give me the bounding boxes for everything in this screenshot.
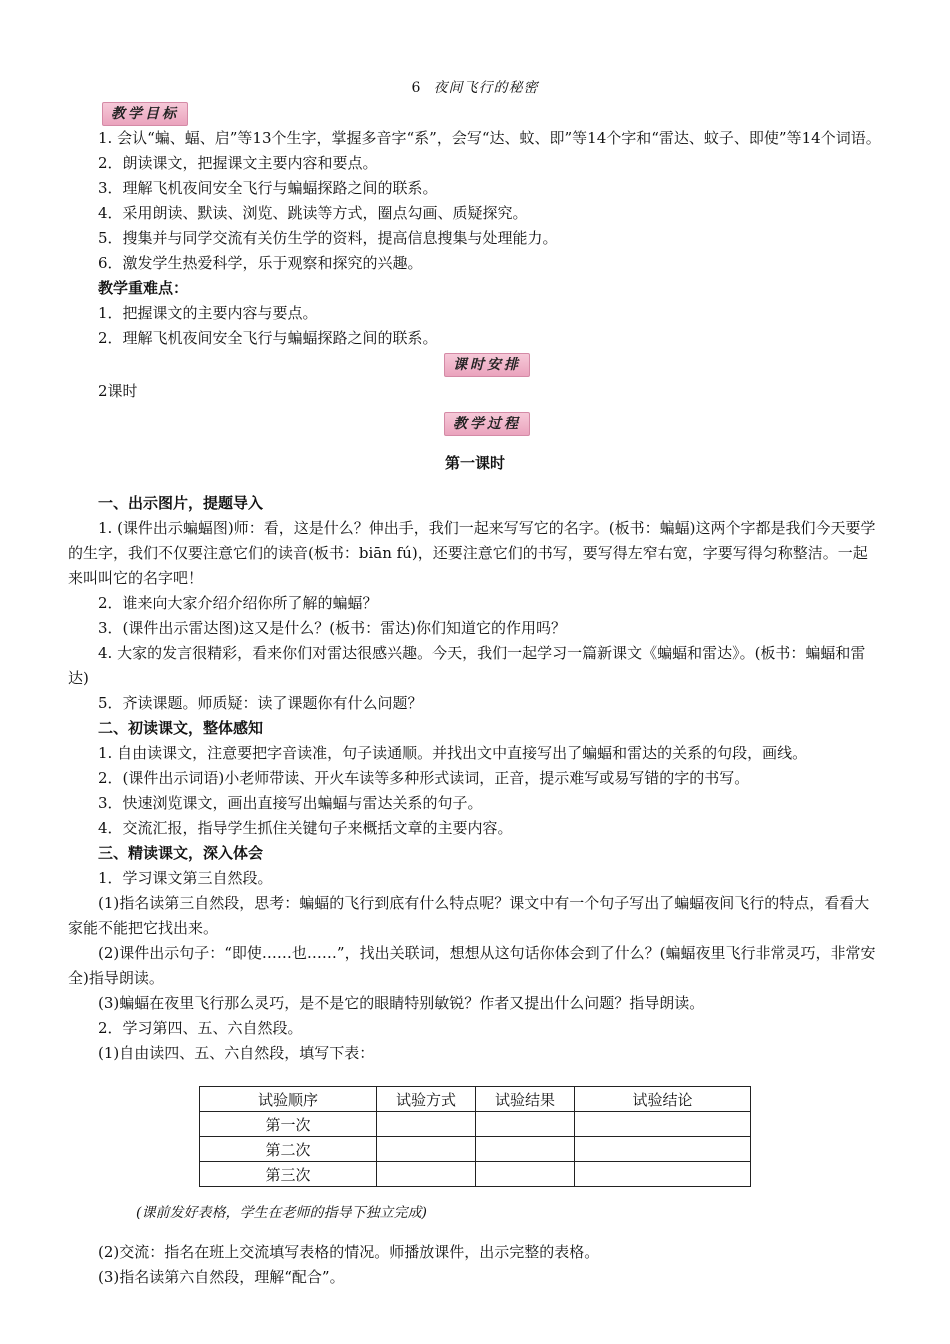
section-item: 1．学习课文第三自然段。 <box>98 869 273 887</box>
section-item: 2．谁来向大家介绍介绍你所了解的蝙蝠？ <box>98 594 378 612</box>
section-heading: 一、出示图片，提题导入 <box>98 494 264 512</box>
table-header: 试验顺序 <box>200 1087 377 1112</box>
experiment-table <box>199 1086 751 1187</box>
table-cell <box>377 1112 476 1137</box>
section-heading: 二、初读课文，整体感知 <box>98 719 264 737</box>
section-item: (1)指名读第三自然段，思考：蝙蝠的飞行到底有什么特点呢？课文中有一个句子写出了蝙蝠夜间飞行的特点，看看大家能不能把它找出来。 <box>68 894 870 937</box>
section-item: 3．(课件出示雷达图)这又是什么？(板书：雷达)你们知道它的作用吗？ <box>98 619 566 637</box>
section-heading: 三、精读课文，深入体会 <box>98 844 264 862</box>
lesson-number: 6 <box>411 80 422 96</box>
section-item: 1. (课件出示蝙蝠图)师：看，这是什么？伸出手，我们一起来写写它的名字。(板书：蝙蝠)这两个字都是我们今天要学的生字，我们不仅要注意它们的读音(板书：biān fú)，还要注意它们的书写，要写得左窄右宽，字要写得匀称整洁。一起来叫叫它的名字吧！ <box>68 519 876 587</box>
goals-badge-row <box>68 100 882 126</box>
key-point-item: 2．理解飞机夜间安全飞行与蝙蝠探路之间的联系。 <box>98 329 438 347</box>
table-row <box>200 1162 751 1187</box>
table-cell: 第二次 <box>200 1137 377 1162</box>
table-header: 试验结果 <box>476 1087 575 1112</box>
schedule-badge: 课时安排 <box>444 353 530 377</box>
table-cell: 第三次 <box>200 1162 377 1187</box>
section-item: 1. 自由读课文，注意要把字音读准，句子读通顺。并找出文中直接写出了蝙蝠和雷达的关系的句段，画线。 <box>98 744 808 762</box>
section-item: (3)蝙蝠在夜里飞行那么灵巧，是不是它的眼睛特别敏锐？作者又提出什么问题？指导朗读。 <box>98 994 705 1012</box>
process-badge: 教学过程 <box>444 412 530 436</box>
table-cell <box>476 1162 575 1187</box>
schedule-text: 2课时 <box>98 382 138 400</box>
section-item: (3)指名读第六自然段，理解“配合”。 <box>98 1268 345 1286</box>
goal-item: 1. 会认“蝙、蝠、启”等13个生字，掌握多音字“系”，会写“达、蚊、即”等14个字和“雷达、蚊子、即使”等14个词语。 <box>98 129 881 147</box>
key-points-heading: 教学重难点： <box>98 279 189 297</box>
section-item: 2．(课件出示词语)小老师带读、开火车读等多种形式读词，正音，提示难写或易写错的字的书写。 <box>98 769 750 787</box>
section-item: 4. 大家的发言很精彩，看来你们对雷达很感兴趣。今天，我们一起学习一篇新课文《蝙蝠和雷达》。(板书：蝙蝠和雷达) <box>68 644 866 687</box>
key-point-item: 1．把握课文的主要内容与要点。 <box>98 304 318 322</box>
lesson-title-text: 夜间飞行的秘密 <box>433 80 539 96</box>
section-item: (2)课件出示句子：“即使……也……”，找出关联词，想想从这句话你体会到了什么？(蝙蝠夜里飞行非常灵巧，非常安全)指导朗读。 <box>68 944 876 987</box>
schedule-badge-row <box>68 351 882 377</box>
lesson-title <box>68 76 882 100</box>
table-header-row <box>200 1087 751 1112</box>
goal-item: 6．激发学生热爱科学，乐于观察和探究的兴趣。 <box>98 254 423 272</box>
goal-item: 5．搜集并与同学交流有关仿生学的资料，提高信息搜集与处理能力。 <box>98 229 558 247</box>
table-row <box>200 1112 751 1137</box>
document-page <box>68 76 882 1290</box>
process-badge-row <box>68 410 882 436</box>
section-item: 3．快速浏览课文，画出直接写出蝙蝠与雷达关系的句子。 <box>98 794 483 812</box>
section-item: (1)自由读四、五、六自然段，填写下表： <box>98 1044 375 1062</box>
goals-badge: 教学目标 <box>102 102 188 126</box>
section-item: 5．齐读课题。师质疑：读了课题你有什么问题？ <box>98 694 423 712</box>
goal-item: 4．采用朗读、默读、浏览、跳读等方式，圈点勾画、质疑探究。 <box>98 204 528 222</box>
table-cell <box>476 1137 575 1162</box>
table-header: 试验结论 <box>575 1087 751 1112</box>
section-item: 2．学习第四、五、六自然段。 <box>98 1019 303 1037</box>
first-lesson-title: 第一课时 <box>444 454 505 472</box>
table-header: 试验方式 <box>377 1087 476 1112</box>
table-note: (课前发好表格，学生在老师的指导下独立完成) <box>136 1205 427 1221</box>
table-cell: 第一次 <box>200 1112 377 1137</box>
section-item: 4．交流汇报，指导学生抓住关键句子来概括文章的主要内容。 <box>98 819 513 837</box>
table-cell <box>575 1112 751 1137</box>
table-cell <box>476 1112 575 1137</box>
table-cell <box>377 1162 476 1187</box>
goal-item: 3．理解飞机夜间安全飞行与蝙蝠探路之间的联系。 <box>98 179 438 197</box>
table-cell <box>377 1137 476 1162</box>
table-cell <box>575 1162 751 1187</box>
section-item: (2)交流：指名在班上交流填写表格的情况。师播放课件，出示完整的表格。 <box>98 1243 600 1261</box>
table-cell <box>575 1137 751 1162</box>
table-row <box>200 1137 751 1162</box>
goal-item: 2．朗读课文，把握课文主要内容和要点。 <box>98 154 378 172</box>
